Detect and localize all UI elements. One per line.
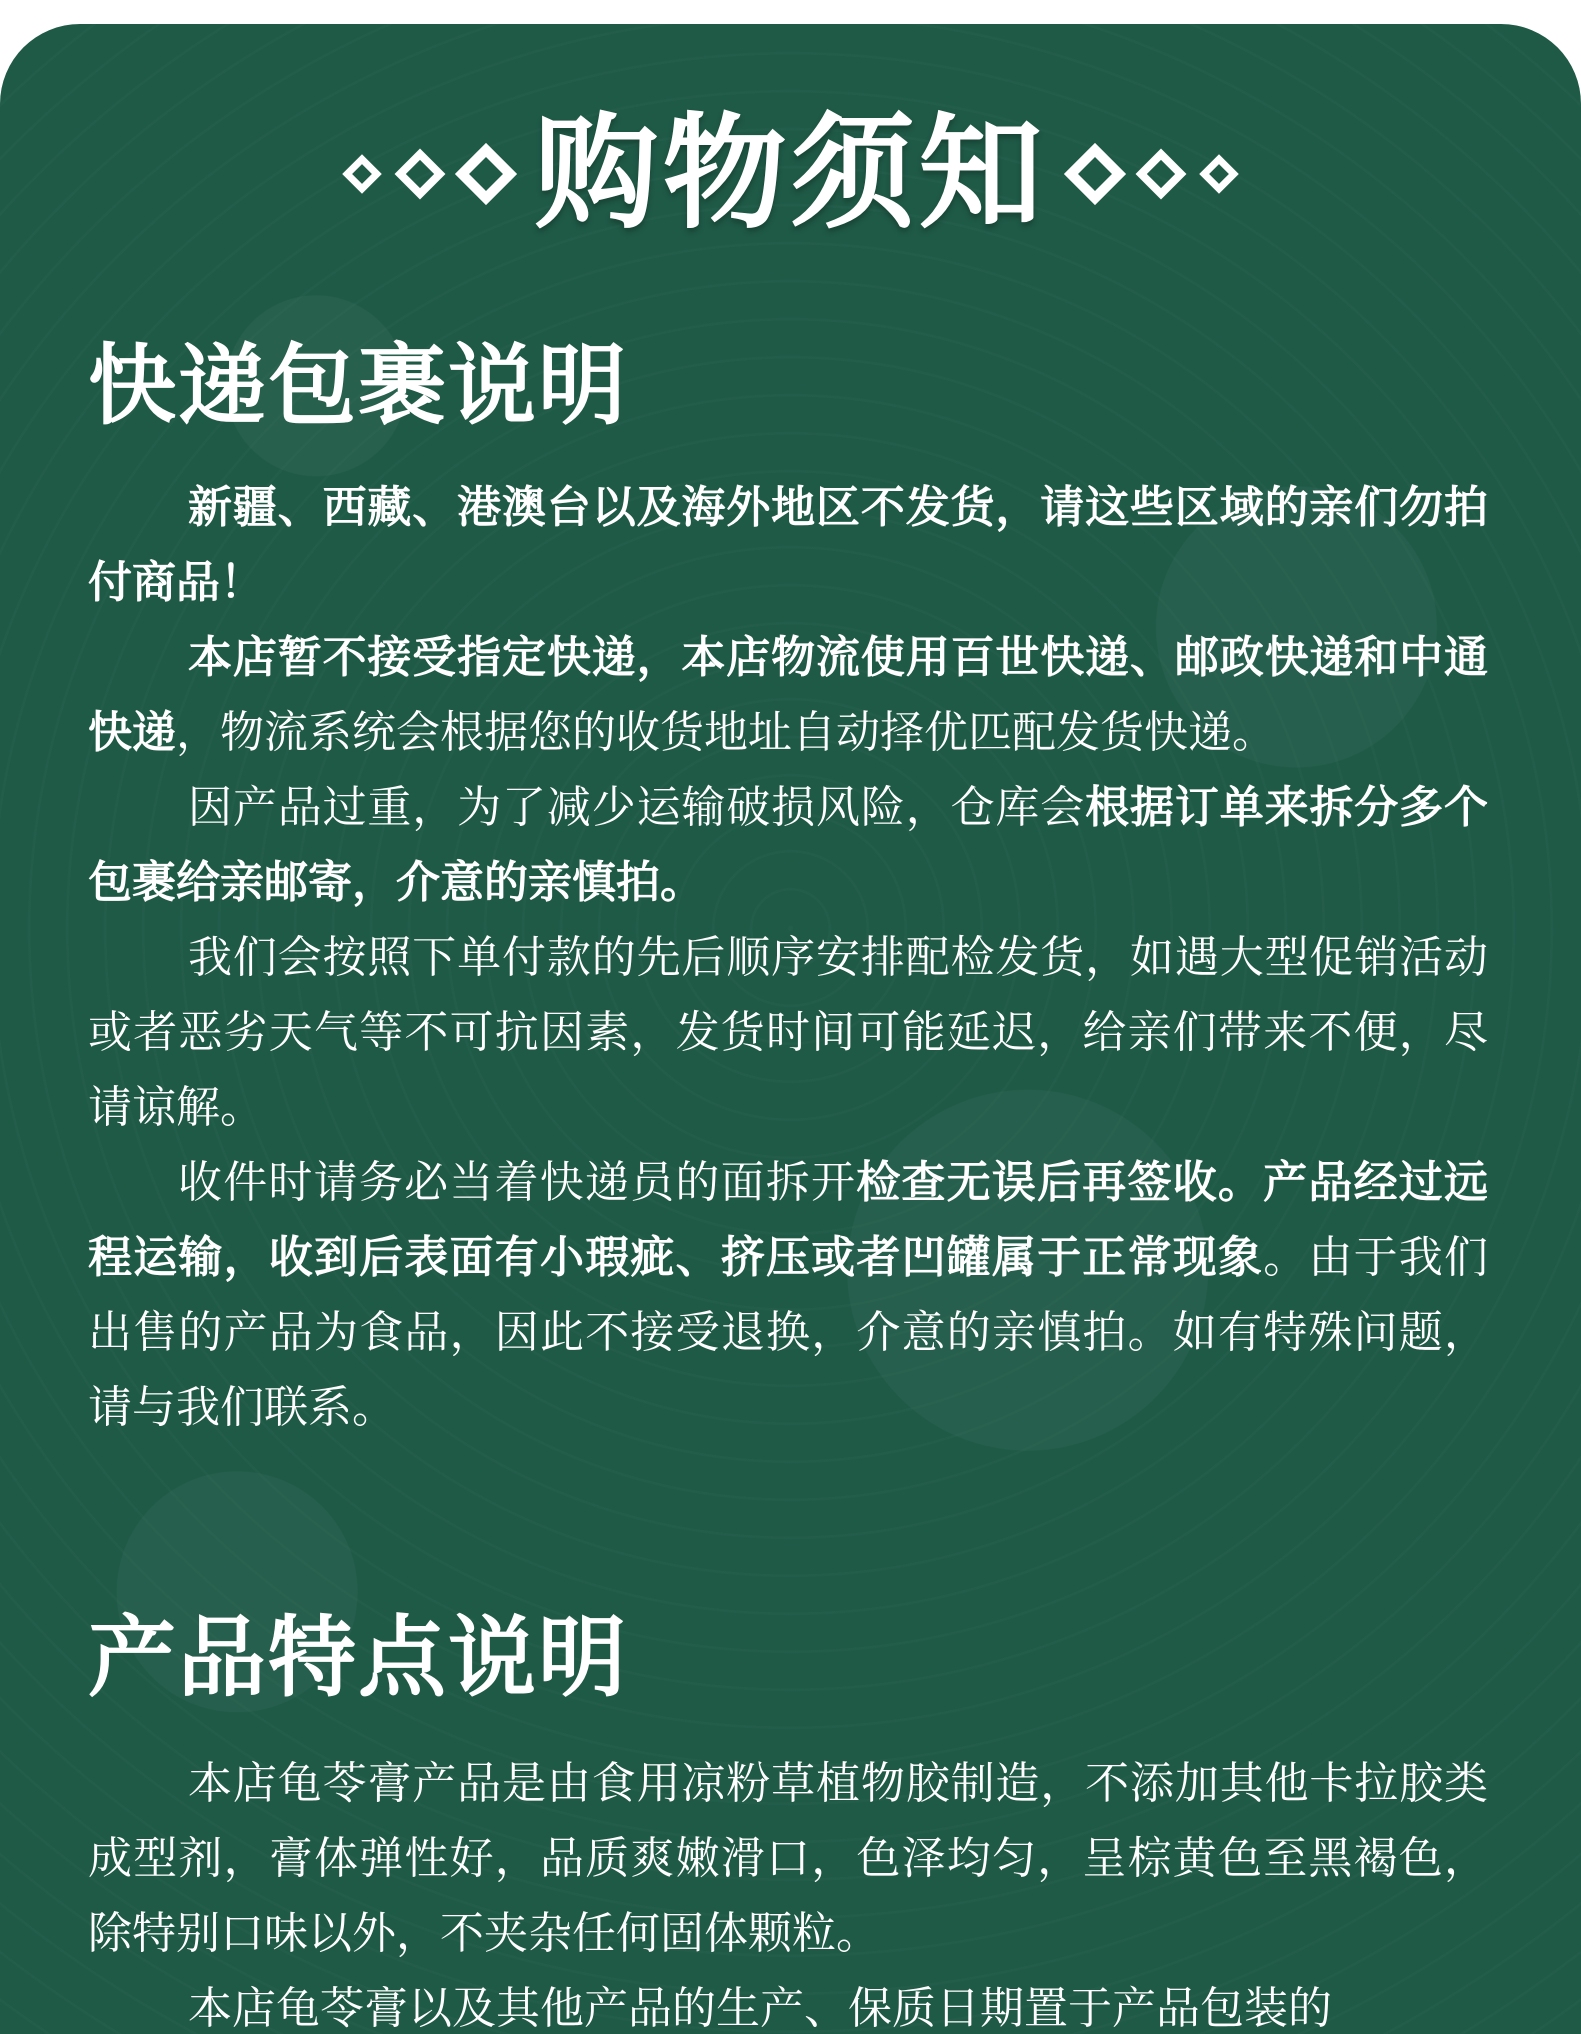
diamond-icon xyxy=(343,154,383,194)
shipping-heading: 快递包裹说明 xyxy=(88,334,629,437)
diamond-icon xyxy=(1199,154,1239,194)
shipping-paragraph-regions xyxy=(88,470,1488,620)
product-paragraph-dates xyxy=(88,1971,1488,2034)
courier-notice-text: ，物流系统会根据您的收货地址自动择优匹配发货快递。 xyxy=(176,707,1276,758)
diamond-icon xyxy=(1063,143,1125,205)
diamond-icon xyxy=(395,149,446,200)
split-notice-bold: 根据订单来拆分多个包裹给亲邮寄，介意的亲慎拍。 xyxy=(88,782,1489,908)
page-title: 购物须知 xyxy=(534,102,1047,246)
courier-notice-bold: 本店暂不接受指定快递，本店物流使用百世快递、邮政快递和中通快递 xyxy=(88,632,1488,758)
shipping-paragraph-split xyxy=(88,770,1488,920)
order-notice-text: 我们会按照下单付款的先后顺序安排配检发货，如遇大型促销活动或者恶劣天气等不可抗因素，发货时间可能延迟，给亲们带来不便，尽请谅解。 xyxy=(88,932,1488,1133)
ingredients-text: 本店龟苓膏产品是由食用凉粉草植物胶制造，不添加其他卡拉胶类成型剂，膏体弹性好，品质爽嫩滑口，色泽均匀，呈棕黄色至黑褐色，除特别口味以外，不夹杂任何固体颗粒。 xyxy=(88,1758,1488,1959)
shipping-paragraph-courier xyxy=(88,620,1488,770)
receive-notice-text: 收件时请务必当着快递员的面拆开 xyxy=(178,1157,857,1208)
regions-notice-text: 新疆、西藏、港澳台以及海外地区不发货，请这些区域的亲们勿拍付商品！ xyxy=(88,482,1488,608)
shipping-paragraph-order xyxy=(88,920,1488,1145)
receive-notice-bold: 检查无误后再签收。产品经过远程运输，收到后表面有小瑕疵、挤压或者凹罐属于正常现象 xyxy=(88,1157,1489,1283)
diamond-icon xyxy=(1135,149,1186,200)
product-paragraph-ingredients xyxy=(88,1746,1488,1971)
product-heading: 产品特点说明 xyxy=(88,1606,629,1709)
product-section xyxy=(88,1606,1488,2034)
diamond-icon xyxy=(455,143,517,205)
title-row xyxy=(0,102,1581,246)
notice-card xyxy=(0,24,1581,2034)
shipping-paragraph-receive xyxy=(88,1145,1488,1445)
left-diamond-ornament xyxy=(348,152,508,196)
shipping-section xyxy=(88,334,1489,1445)
dates-text: 本店龟苓膏以及其他产品的生产、保质日期置于产品包装的 xyxy=(188,1983,1332,2034)
split-notice-text: 因产品过重，为了减少运输破损风险，仓库会 xyxy=(188,782,1086,833)
receive-notice-text-2: 。由于我们出售的产品为食品，因此不接受退换，介意的亲慎拍。如有特殊问题，请与我们联系。 xyxy=(88,1232,1489,1433)
right-diamond-ornament xyxy=(1073,152,1233,196)
